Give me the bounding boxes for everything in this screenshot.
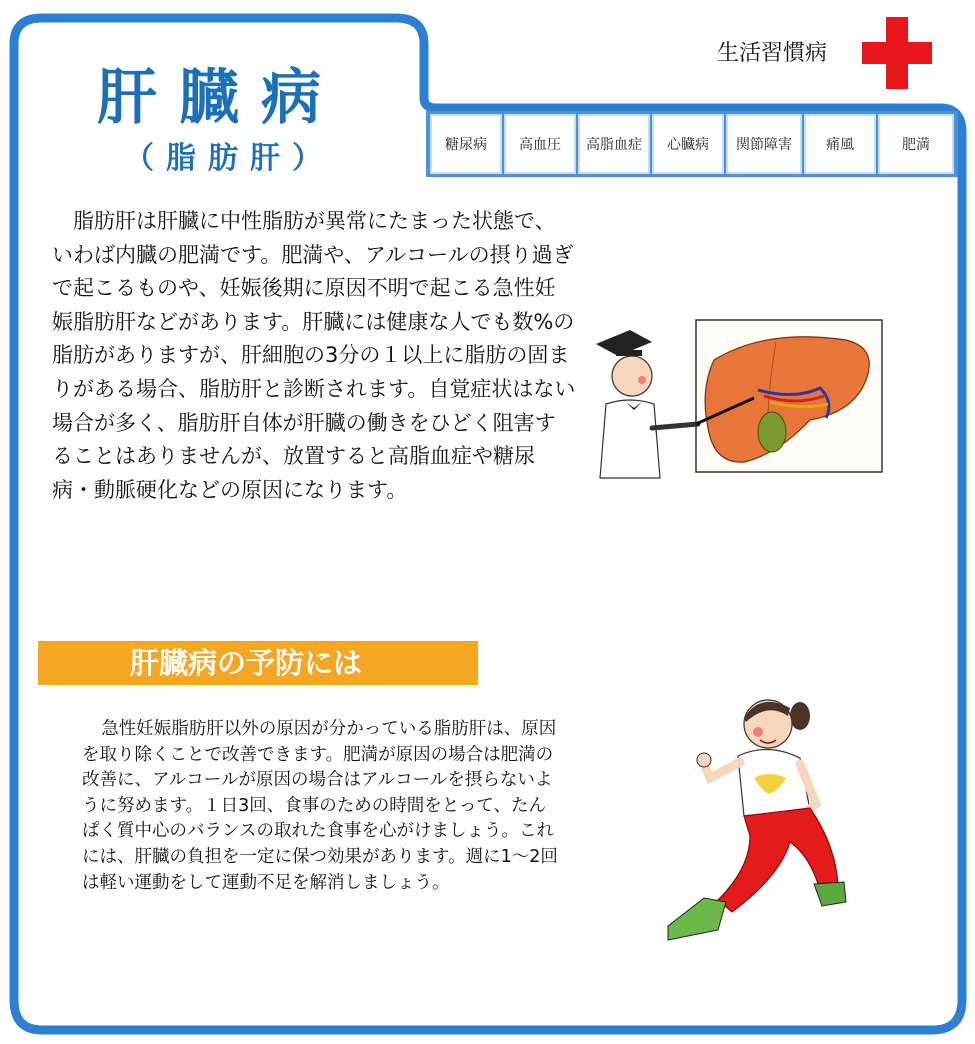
prevention-heading: 肝臓病の予防には	[38, 641, 478, 685]
intro-paragraph	[52, 205, 576, 507]
tab-hyperlipidemia[interactable]: 高脂血症	[578, 114, 650, 174]
tab-diabetes[interactable]: 糖尿病	[430, 114, 502, 174]
prevention-paragraph	[82, 717, 562, 896]
tab-heart-disease[interactable]: 心臓病	[652, 114, 724, 174]
page-title: 肝臓病	[97, 63, 343, 133]
tab-obesity[interactable]: 肥満	[878, 114, 954, 174]
running-woman-illustration	[660, 686, 860, 956]
tab-gout[interactable]: 痛風	[804, 114, 876, 174]
intro-text: 脂肪肝は肝臓に中性脂肪が異常にたまった状態で、いわば内臓の肥満です。肥満や、アルコールの摂り過ぎで起こるものや、妊娠後期に原因不明で起こる急性妊娠脂肪肝などがあります。肝臓には健康な人でも数%の脂肪がありますが、肝細胞の3分の１以上に脂肪の固まりがある場合、脂肪肝と診断されます。自覚症状はない場合が多く、脂肪肝自体が肝臓の働きをひどく阻害することはありませんが、放置すると高脂血症や糖尿病・動脈硬化などの原因になります。	[52, 209, 576, 502]
page-subtitle: （脂肪肝）	[124, 141, 334, 176]
tab-joint-disorder[interactable]: 関節障害	[726, 114, 802, 174]
doctor-liver-illustration	[596, 318, 888, 493]
red-cross-icon	[862, 17, 932, 89]
category-label: 生活習慣病	[717, 41, 828, 66]
prevention-text: 急性妊娠脂肪肝以外の原因が分かっている脂肪肝は、原因を取り除くことで改善できます。肥満が原因の場合は肥満の改善に、アルコールが原因の場合はアルコールを摂らないように努めます。１日3回、食事のための時間をとって、たんぱく質中心のバランスの取れた食事を心がけましょう。これには、肝臓の負担を一定に保つ効果があります。週に1～2回は軽い運動をして運動不足を解消しましょう。	[82, 719, 558, 893]
tab-hypertension[interactable]: 高血圧	[504, 114, 576, 174]
